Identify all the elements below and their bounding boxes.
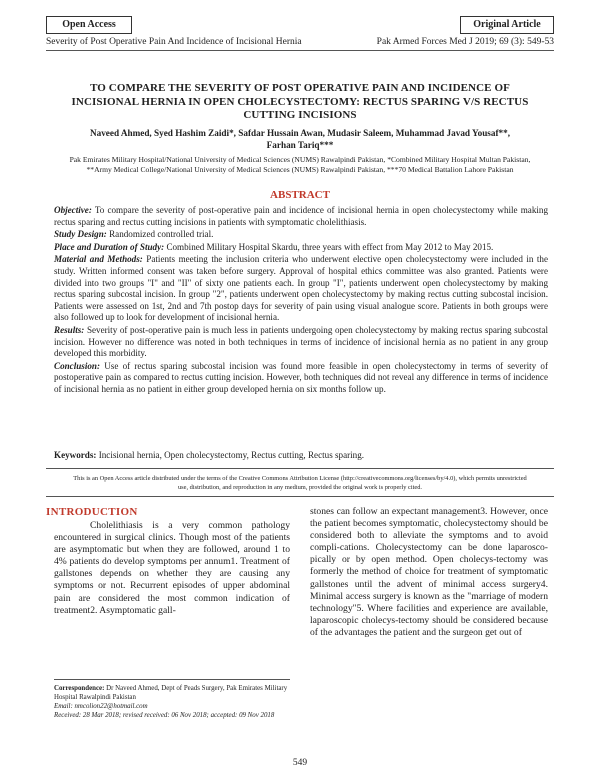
- results-text: Severity of post-operative pain is much less in patients undergoing open cholecystectomy by making rectus sparing subcostal incision. However no difference was noted in both techniques in terms of incidence of incisional hernia as no patient in any group developed this morbidity.: [54, 324, 549, 359]
- intro-right-column: stones can follow an expectant management3. However, once the patient becomes symptomatic, cholecystectomy should be considered both to alleviate the symptoms and to avoid compli-cations. Cholecystectomy can be done laparosco-pically or by open method. Open cholecys-tectomy was formerly the method of choice for treatment of symptomatic gallstones until the advent of minimal access surgery4. Minimal access surgery is known as the "marriage of modern technology"5. Where facilities and experience are available, laparoscopic cholecys-tectomy should be considered because of the advantages the patient and the surgeon get out of: [310, 506, 548, 638]
- correspondence-author: [54, 684, 290, 702]
- design-label: Study Design:: [54, 229, 107, 240]
- objective-text: To compare the severity of post-operative pain and incidence of incisional hernia in open cholecystectomy while making rectus sparing and rectus cutting incisions in patients with symptomatic cholelithiasis.: [54, 205, 548, 227]
- running-title: Severity of Post Operative Pain And Incidence of Incisional Hernia: [46, 37, 302, 47]
- abstract-results: [54, 325, 548, 360]
- place-label: Place and Duration of Study:: [54, 241, 165, 252]
- open-access-label: Open Access: [46, 16, 132, 34]
- abstract-body: [54, 205, 548, 397]
- design-text: Randomized controlled trial.: [109, 229, 214, 240]
- journal-reference: Pak Armed Forces Med J 2019; 69 (3): 549-53: [376, 37, 554, 47]
- keywords-label: Keywords:: [54, 450, 97, 460]
- methods-text: Patients meeting the inclusion criteria who underwent elective open cholecystectomy were included in the study. Written informed consent was taken before surgery. Approval of hospital ethics committee was also granted. Patients were divided into two groups "I" and "II" of sixty one patients each. In group "I", patients underwent open cholecystectomy by making rectus sparing subcostal incision. In group "2", patients underwent open cholecystectomy by making rectus cutting subcostal incision. Patients were assessed on 1st, 2nd and 7th postop days for severity of pain using visual analogue score. Patients in both groups were also followed up to look for development of incisional hernia.: [54, 254, 549, 323]
- abstract-objective: [54, 205, 548, 228]
- correspondence-label: Correspondence:: [54, 685, 105, 692]
- abstract-heading: ABSTRACT: [270, 189, 330, 201]
- abstract-methods: [54, 254, 548, 324]
- authors-line-2: Farhan Tariq***: [266, 140, 334, 150]
- objective-label: Objective:: [54, 205, 92, 215]
- methods-label: Material and Methods:: [54, 254, 143, 265]
- license-rule-bottom: [46, 496, 554, 497]
- license-notice: This is an Open Access article distributed under the terms of the Creative Commons Attribution License (http://creativecommons.org/licenses/by/4.0), which permits unrestricted use, distribution, and reproduction in any medium, provided the original work is properly cited.: [73, 475, 527, 491]
- abstract-design: [54, 229, 548, 241]
- article-type-label: Original Article: [460, 16, 554, 34]
- correspondence-email: Email: nmcolion22@hotmail.com: [54, 703, 148, 710]
- conclusion-text: Use of rectus sparing subcostal incision was found more feasible in open cholecystectomy in terms of severity of postoperative pain as compared to rectus cutting incision. However, both techniques did not reveal any difference in terms of incidence of incisional hernia as no patient in either group developed hernia on six months follow up.: [54, 360, 548, 394]
- abstract-place: [54, 242, 548, 254]
- header-rule: [46, 50, 554, 51]
- keywords: [54, 450, 548, 460]
- abstract-conclusion: [54, 361, 548, 396]
- authors-line-1: Naveed Ahmed, Syed Hashim Zaidi*, Safdar Hussain Awan, Mudasir Saleem, Muhammad Javad Yousaf**,: [89, 128, 511, 138]
- keywords-text: Incisional hernia, Open cholecystectomy, Rectus cutting, Rectus sparing.: [98, 450, 365, 460]
- place-text: Combined Military Hospital Skardu, three years with effect from May 2012 to May 2015.: [166, 241, 494, 252]
- correspondence-dates: Received: 28 Mar 2018; revised received: 06 Nov 2018; accepted: 09 Nov 2018: [54, 712, 275, 719]
- results-label: Results:: [54, 324, 85, 335]
- intro-left-column: Cholelithiasis is a very common pathology encountered in surgical clinics. Though most of the patients are asymptomatic but when they are followed, around 1 to 4% patients do develop symptoms per annum1. Treatment of gallstones depends on whether they are causing any symptoms or not. Recurrent episodes of upper abdominal pain are considered the most common indication of treatment2. Asymptomatic gall-: [54, 520, 290, 616]
- license-rule-top: [46, 468, 554, 469]
- correspondence-text: Dr Naveed Ahmed, Dept of Peads Surgery, Pak Emirates Military Hospital Rawalpindi Pakistan: [54, 685, 288, 701]
- conclusion-label: Conclusion:: [54, 360, 100, 371]
- correspondence-block: [54, 684, 290, 720]
- page-number: 549: [292, 758, 308, 768]
- author-list: [70, 127, 530, 151]
- article-title: TO COMPARE THE SEVERITY OF POST OPERATIVE PAIN AND INCIDENCE OF INCISIONAL HERNIA IN OPEN CHOLECYSTECTOMY: RECTUS SPARING V/S RECTUS CUTTING INCISIONS: [71, 82, 529, 121]
- footnote-rule: [54, 679, 290, 680]
- intro-heading: INTRODUCTION: [46, 506, 138, 518]
- affiliations: Pak Emirates Military Hospital/National University of Medical Sciences (NUMS) Rawalpindi Pakistan, *Combined Military Hospital Multan Pakistan, **Army Medical College/National University of Medical Sciences (NUMS) Rawalpindi Pakistan, ***70 Medical Battalion Lahore Pakistan: [69, 155, 531, 174]
